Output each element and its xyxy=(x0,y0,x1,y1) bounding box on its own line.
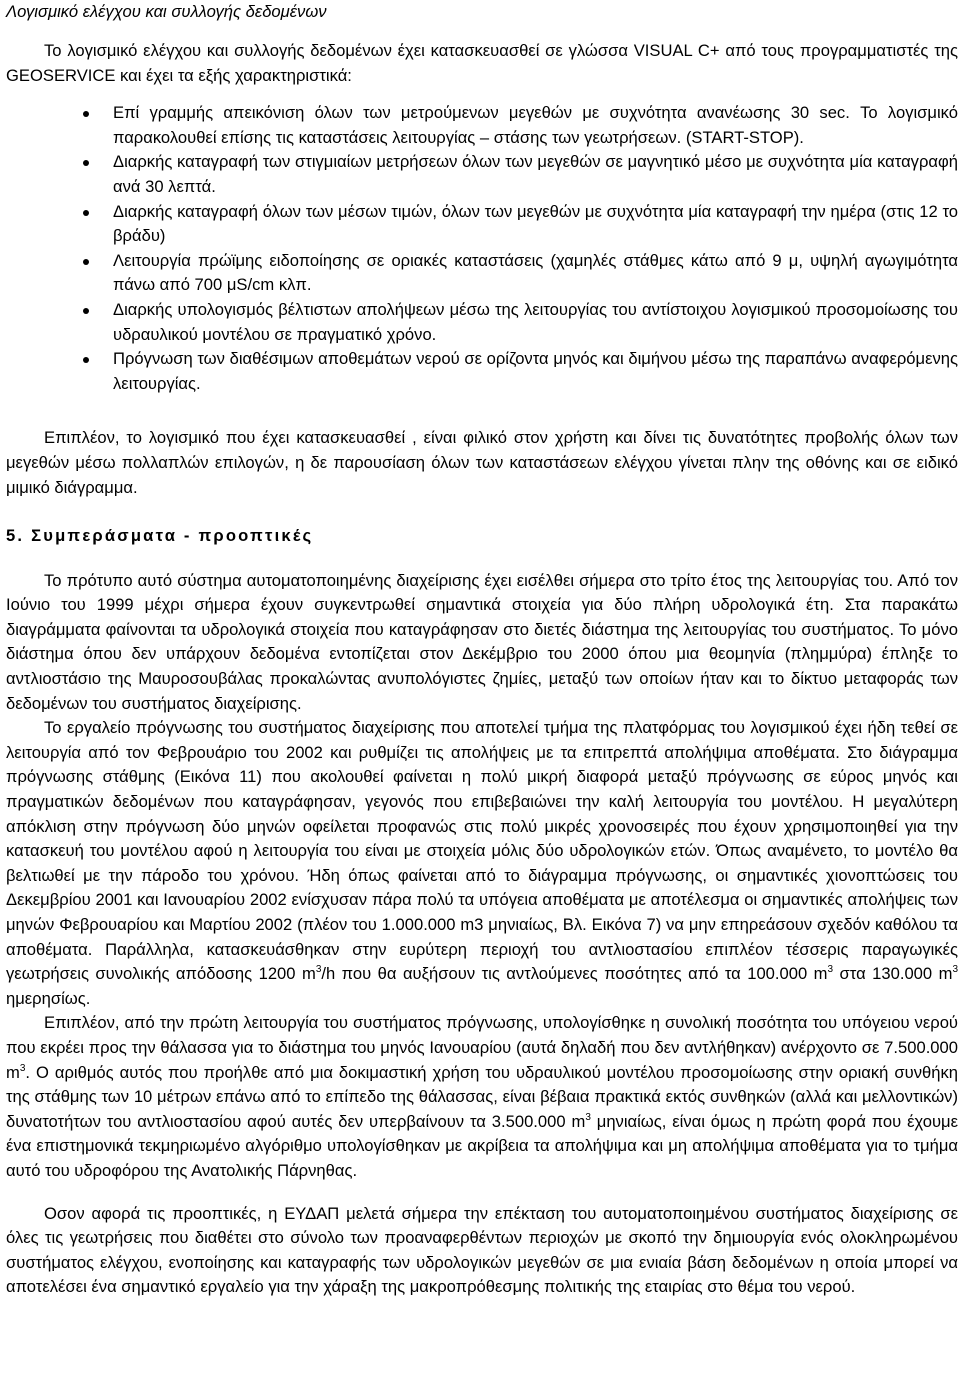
bullet-icon xyxy=(83,111,89,117)
after-list-paragraph: Επιπλέον, το λογισμικό που έχει κατασκευασθεί , είναι φιλικό στον χρήστη και δίνει τις δυνατότητες προβολής όλων των μεγεθών μέσω πολλαπλών επιλογών, η δε παρουσίαση όλων των καταστάσεων ελέγχου γίνεται πλην της οθόνης και σε ειδικό μιμικό διάγραμμα. xyxy=(6,428,958,497)
bullet-icon xyxy=(83,357,89,363)
conclusions-paragraph-3: Επιπλέον, από την πρώτη λειτουργία του συστήματος πρόγνωσης, υπολογίσθηκε η συνολική ποσότητα του υπόγειου νερού που εκρέει προς την θάλασσα για το διάστημα του μηνός Ιανουαρίου (αυτά δηλαδή που δεν αντλήθηκαν) ανέρχοντο σε 7.500.000 $m^3$. Ο αριθμός αυτός που προήλθε από μια δοκιμαστική χρήση του υδραυλικού μοντέλου προσομοίωσης στην οριακή συνθήκη της στάθμης των 10 μέτρων επάνω από το επίπεδο της θάλασσας, είναι βέβαια πρακτικά εκτός συνθηκών (αλλά και μελλοντικών) δυνατοτήτων του αντλιοστασίου αφού αυτές δεν υπερβαίνουν τα 3.500.000 $m^3$ μηνιαίως, είναι όμως η πρώτη φορά που έχουμε ένα επιστημονικά τεκμηριωμένο αλγόριθμο υπολογίσθηκαν με ακρίβεια τα απολήψιμα και μη απολήψιμα αποθέματα για το τμήμα αυτό του υδροφόρου της Ανατολικής Πάρνηθας. xyxy=(6,1013,959,1180)
prospects-paragraph: Οσον αφορά τις προοπτικές, η ΕΥΔΑΠ μελετά σήμερα την επέκταση του αυτοματοποιημένου συστήματος διαχείρισης σε όλες τις γεωτρήσεις που διαθέτει στο σύνολο των προαναφερθέντων περιοχών με σκοπό την δημιουργία ενός ολοκληρωμένου συστήματος ελέγχου, ενοποίησης και καταγραφής των υδρολογικών μεγεθών σε μια ενιαία βάση δεδομένων η οποία μπορεί να αποτελέσει ένα σημαντικό εργαλείο για την χάραξη της μακροπρόθεσμης πολιτικής της εταιρίας στο θέμα του νερού. xyxy=(6,1203,958,1297)
section-title: Συμπεράσματα - προοπτικές xyxy=(31,526,314,546)
bullet-icon xyxy=(83,210,89,216)
list-item: Διαρκής καταγραφή των στιγμιαίων μετρήσεων όλων των μεγεθών σε μαγνητικό μέσο με συχνότητα μία καταγραφή ανά 30 λεπτά. xyxy=(6,150,958,199)
conclusions-paragraph-1: Το πρότυπο αυτό σύστημα αυτοματοποιημένης διαχείρισης έχει εισέλθει σήμερα στο τρίτο έτος της λειτουργίας του. Από τον Ιούνιο του 1999 μέχρι σήμερα έχουν συγκεντρωθεί σημαντικά στοιχεία για δύο πλήρη υδρολογικά έτη. Στα παρακάτω διαγράμματα φαίνονται τα υδρολογικά στοιχεία που καταγράφησαν στο διετές διάστημα της λειτουργίας του συστήματος. Το μόνο διάστημα όπου δεν υπάρχουν δεδομένα εντοπίζεται στον Δεκέμβριο του 2000 όπου μια θεομηνία (πλημμύρα) έπληξε το αντλιοστάσιο της Μαυροσουβάλας προκαλώντας ανυπολόγιστες ζημίες, μεταξύ των οποίων ήταν και το δίκτυο μεταφοράς των δεδομένων του συστήματος διαχείρισης. xyxy=(6,570,958,713)
list-item: Διαρκής υπολογισμός βέλτιστων απολήψεων μέσω της λειτουργίας του αντίστοιχου λογισμικού προσομοίωσης του υδραυλικού μοντέλου σε πραγματικό χρόνο. xyxy=(6,298,958,347)
bullet-icon xyxy=(83,259,89,265)
list-item: Διαρκής καταγραφή όλων των μέσων τιμών, όλων των μεγεθών με συχνότητα μία καταγραφή την ημέρα (στις 12 το βράδυ) xyxy=(6,200,958,249)
intro-paragraph: Το λογισμικό ελέγχου και συλλογής δεδομένων έχει κατασκευασθεί σε γλώσσα VISUAL C+ από τους προγραμματιστές της GEOSERVICE και έχει τα εξής χαρακτηριστικά: xyxy=(6,41,958,85)
bullet-icon xyxy=(83,160,89,166)
list-item: Επί γραμμής απεικόνιση όλων των μετρούμενων μεγεθών με συχνότητα ανανέωσης 30 sec. Το λογισμικό παρακολουθεί επίσης τις καταστάσεις λειτουργίας – στάσης των γεωτρήσεων. (START-STOP). xyxy=(6,101,958,150)
features-list xyxy=(6,101,958,396)
bullet-icon xyxy=(83,308,89,314)
page-title: Λογισμικό ελέγχου και συλλογής δεδομένων xyxy=(6,2,327,21)
document-page xyxy=(6,0,958,1300)
list-item: Πρόγνωση των διαθέσιμων αποθεμάτων νερού σε ορίζοντα μηνός και διμήνου μέσω της παραπάνω αναφερόμενης λειτουργίας. xyxy=(6,347,958,396)
list-item: Λειτουργία πρώϊμης ειδοποίησης σε οριακές καταστάσεις (χαμηλές στάθμες κάτω από 9 μ, υψηλή αγωγιμότητα πάνω από 700 μS/cm κλπ. xyxy=(6,249,958,298)
section-number: 5. xyxy=(6,526,25,546)
section-heading xyxy=(6,524,958,549)
conclusions-paragraph-2: Το εργαλείο πρόγνωσης του συστήματος διαχείρισης που αποτελεί τμήμα της πλατφόρμας του λογισμικού έχει ήδη τεθεί σε λειτουργία από τον Φεβρουάριο του 2002 και ρυθμίζει τις απολήψεις με τα επιτρεπτά απολήψιμα αποθέματα. Στο διάγραμμα πρόγνωσης στάθμης (Εικόνα 11) που ακολουθεί φαίνεται η πολύ μικρή διαφορά μεταξύ πρόγνωσης σε εύρος μηνός και πραγματικών δεδομένων που καταγράφησαν, γεγονός που επιβεβαιώνει την καλή λειτουργία του μοντέλου. Η μεγαλύτερη απόκλιση στην πρόγνωση δύο μηνών οφείλεται προφανώς στις πολύ μικρές χρονοσειρές που έχουν χρησιμοποιηθεί για την κατασκευή του μοντέλου αφού η λειτουργία του είναι με στοιχεία μόλις δύο υδρολογικών ετών. Όπως αναμένετο, το μοντέλο θα βελτιωθεί με την πάροδο του χρόνου. Ήδη όπως φαίνεται από το διάγραμμα πρόγνωσης, οι σημαντικές χιονοπτώσεις του Δεκεμβρίου 2001 και Ιανουαρίου 2002 ενίσχυσαν πάρα πολύ τα υπόγεια αποθέματα με αποτέλεσμα οι σημαντικές απολήψεις των μηνών Φεβρουαρίου και Μαρτίου 2002 (πλέον του 1.000.000 m3 μηνιαίως, Βλ. Εικόνα 7) να μην επηρεάσουν σχεδόν καθόλου τα αποθέματα. Παράλληλα, κατασκευάσθηκαν στην ευρύτερη περιοχή του αντλιοστασίου επιπλέον τέσσερις παραγωγικές γεωτρήσεις συνολικής απόδοσης 1200 $m^3/h$ που θα αυξήσουν τις αντλούμενες ποσότητες από τα 100.000 $m^3$ στα 130.000 $m^3$ ημερησίως. xyxy=(6,718,958,1008)
